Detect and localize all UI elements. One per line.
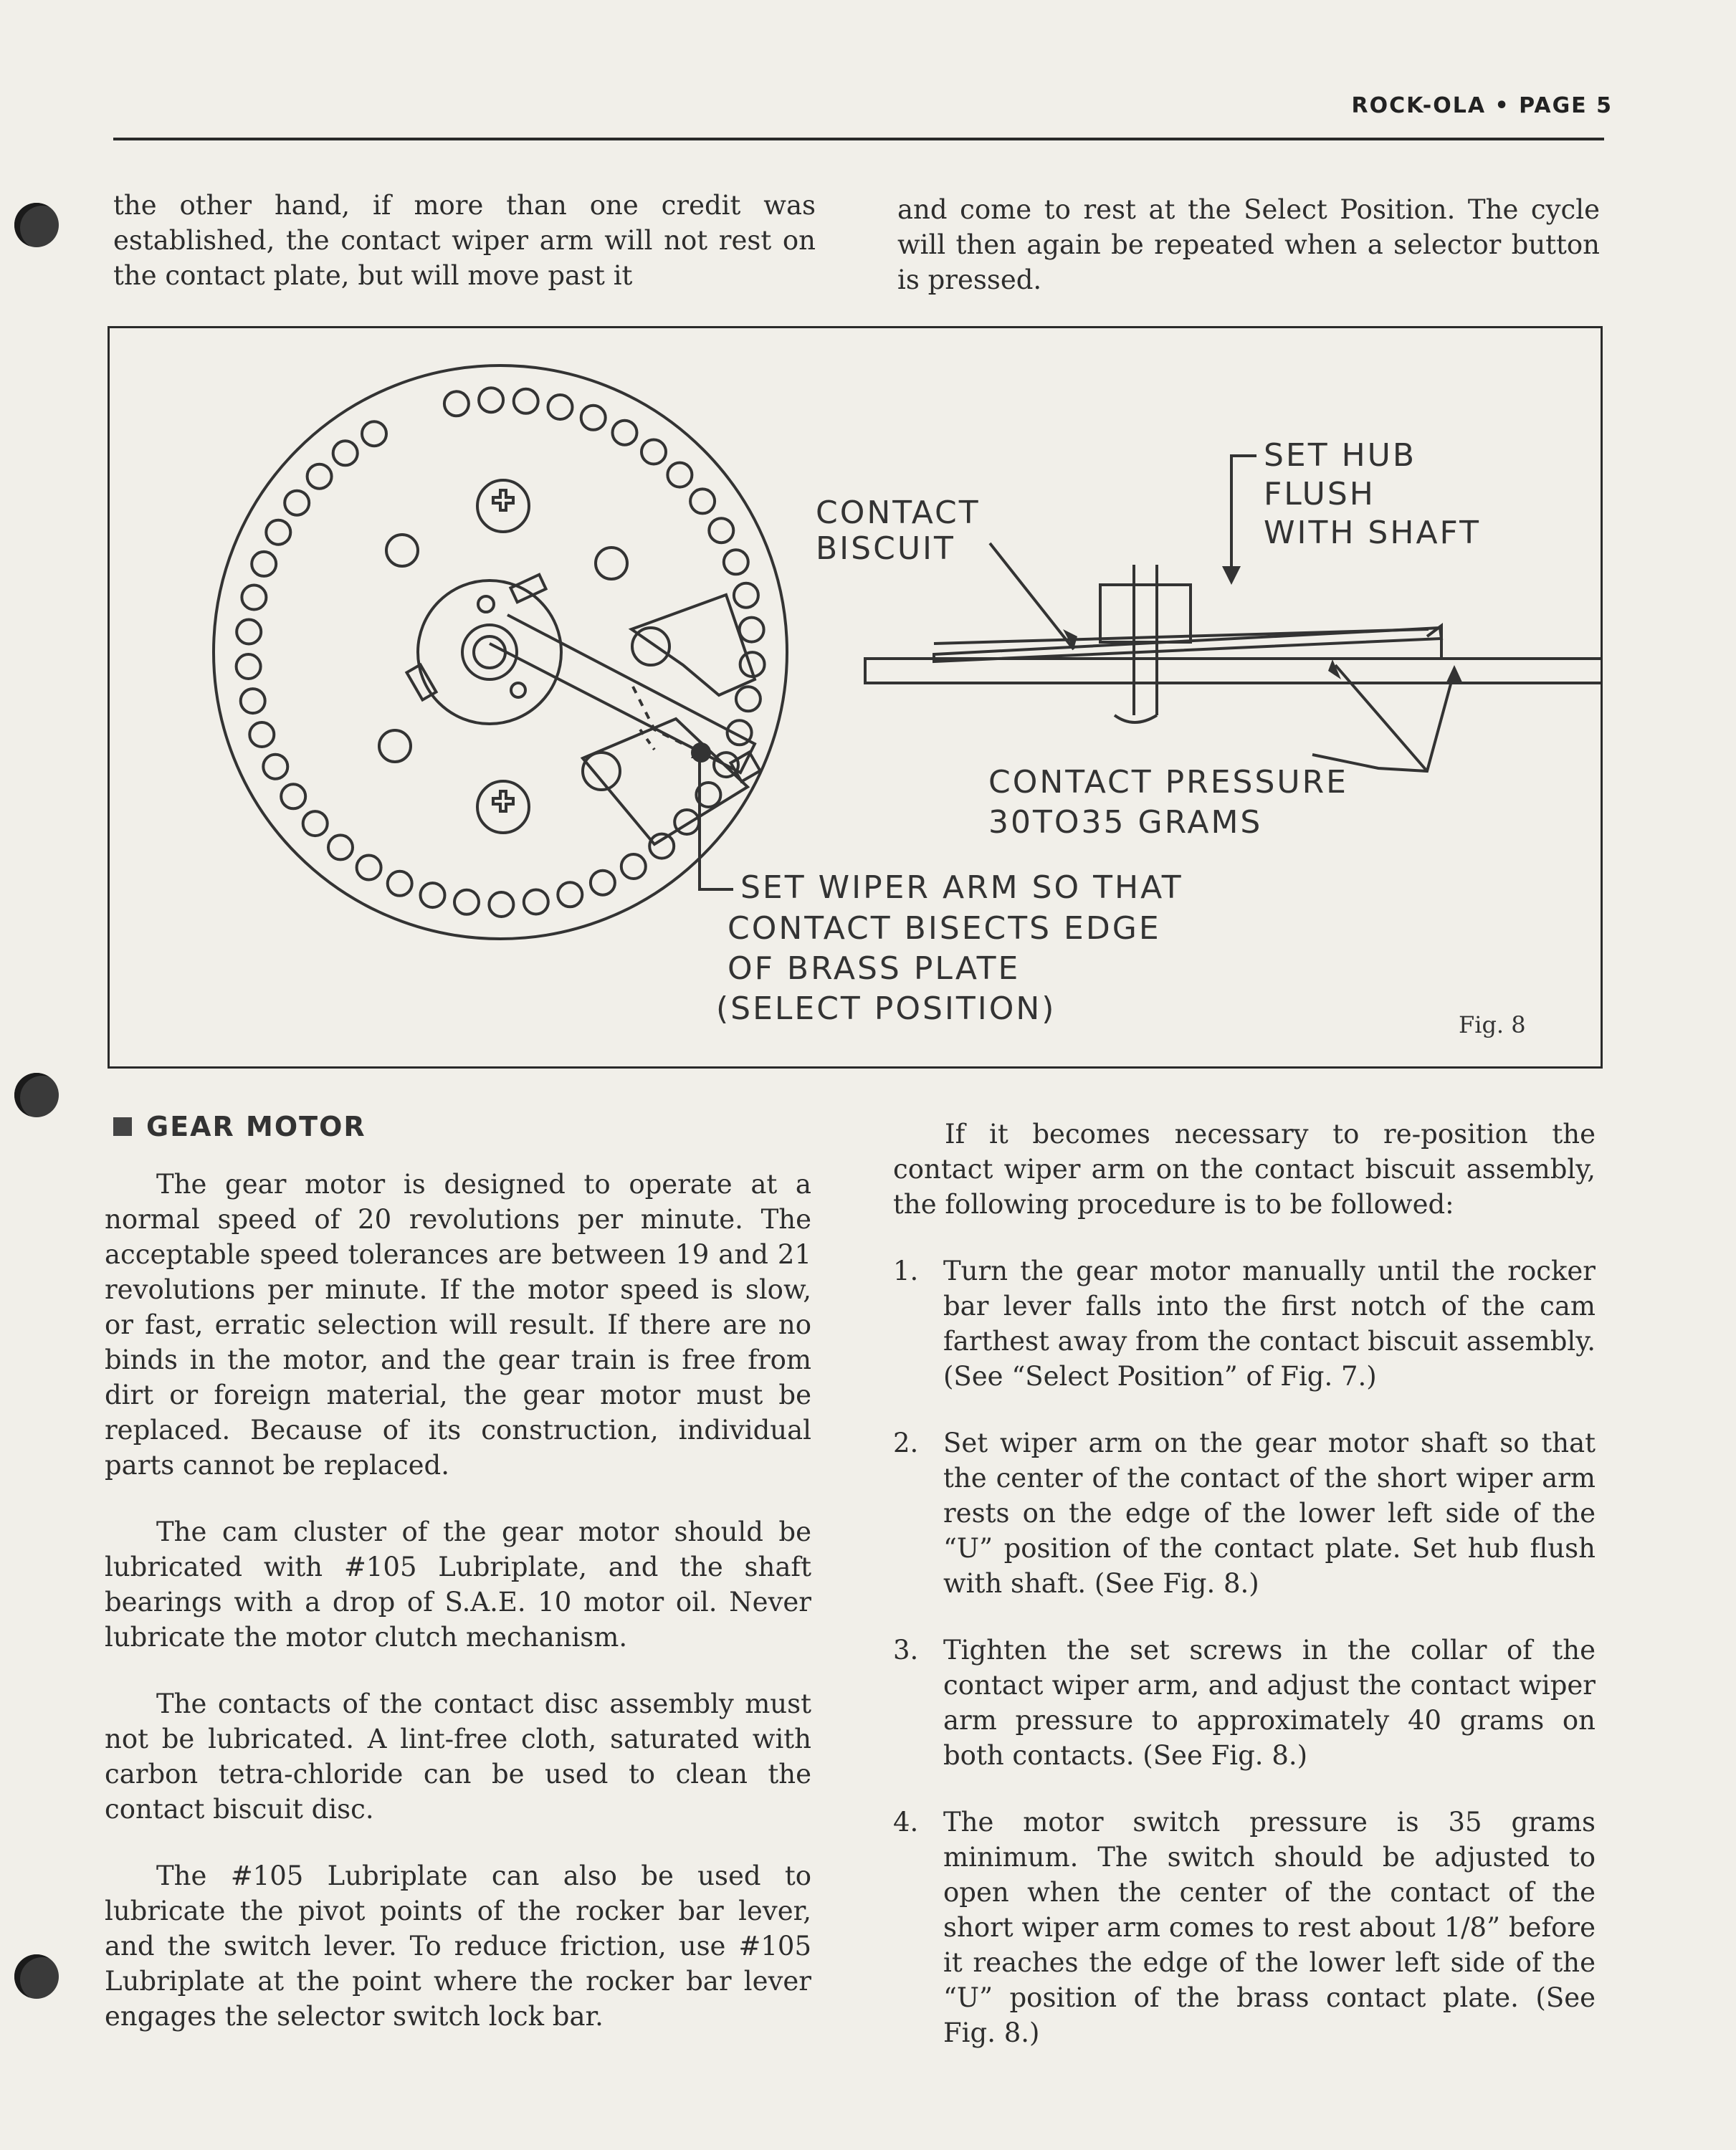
contact-hole [333, 441, 358, 465]
label-contact-pressure-1: CONTACT PRESSURE [988, 764, 1348, 801]
contact-hole [548, 395, 573, 419]
screw-bottom-icon [477, 781, 529, 833]
set-screw-top [510, 575, 545, 603]
contact-hole [328, 835, 353, 859]
section-bullet-icon [113, 1117, 132, 1136]
step-number: 4. [893, 1807, 919, 1838]
label-contact-biscuit-2: BISCUIT [816, 530, 955, 567]
page-header: ROCK-OLA • PAGE 5 [1351, 93, 1613, 118]
header-rule [113, 138, 1604, 140]
step-number: 2. [893, 1428, 919, 1458]
reposition-column [893, 1117, 1596, 2050]
step-item [893, 1805, 1596, 2050]
gear-motor-paragraph-3: The contacts of the contact disc assembly must not be lubricated. A lint-free cloth, saturated with carbon tetra-chloride can be used to clean the contact biscuit disc. [105, 1688, 811, 1825]
contact-hole [307, 464, 332, 489]
intro-right-column [897, 192, 1600, 297]
binder-hole-bottom [14, 1954, 59, 1999]
section-title-gear-motor [113, 1111, 366, 1142]
contact-hole [524, 890, 548, 914]
contact-hole [281, 784, 305, 808]
contact-hole [613, 421, 637, 445]
wiper-arm [490, 615, 755, 773]
label-contact-biscuit-1: CONTACT [816, 494, 981, 531]
screw-top-icon [477, 480, 529, 532]
contact-hole-ring [237, 388, 765, 917]
step-text: The motor switch pressure is 35 grams minimum. The switch should be adjusted to open when the center of the contact of the short wiper arm comes to rest about 1/8” before it reaches the edge of the lower left side of the “U” position of the brass contact plate. (See Fig. 8.) [943, 1807, 1596, 2048]
step-item [893, 1253, 1596, 1394]
step-text: Tighten the set screws in the collar of the contact wiper arm, and adjust the contact wiper arm pressure to approximately 40 grams on both contacts. (See Fig. 8.) [943, 1635, 1596, 1771]
reposition-steps [893, 1253, 1596, 2050]
label-wiper-1: SET WIPER ARM SO THAT [740, 869, 1183, 906]
contact-hole [479, 388, 503, 412]
step-text: Set wiper arm on the gear motor shaft so that the center of the contact of the short wiper arm rests on the edge of the lower left side of the “U” position of the contact plate. Set hub flush with shaft. (See Fig. 8.) [943, 1428, 1596, 1599]
contact-hole [591, 871, 615, 895]
reposition-intro: If it becomes necessary to re-position the contact wiper arm on the contact biscuit assembly, the following procedure is to be followed: [893, 1119, 1596, 1220]
label-set-hub-3: WITH SHAFT [1264, 515, 1481, 551]
contact-hole [454, 890, 479, 914]
contact-hole [724, 550, 748, 574]
hub [418, 580, 561, 724]
contact-hole [263, 755, 287, 779]
step-text: Turn the gear motor manually until the rocker bar lever falls into the first notch of the cam farthest away from the contact biscuit assembly. (See “Select Position” of Fig. 7.) [943, 1256, 1596, 1392]
gear-motor-paragraph-2: The cam cluster of the gear motor should be lubricated with #105 Lubriplate, and the shaft bearings with a drop of S.A.E. 10 motor oil. Never lubricate the motor clutch mechanism. [105, 1516, 811, 1653]
contact-hole [489, 892, 513, 917]
contact-hole [421, 883, 445, 907]
contact-hole [285, 491, 309, 515]
intro-left-text: the other hand, if more than one credit was established, the contact wiper arm will not rest on the contact plate, but will move past it [113, 190, 816, 291]
contact-hole [241, 689, 265, 713]
section-title-text: GEAR MOTOR [146, 1111, 366, 1142]
contact-hole [249, 722, 274, 747]
label-contact-pressure-2: 30TO35 GRAMS [988, 804, 1263, 841]
contact-hole [357, 856, 381, 880]
gear-motor-paragraph-1: The gear motor is designed to operate at a normal speed of 20 revolutions per minute. The acceptable speed tolerances are between 19 and 21 revolutions per minute. If the motor speed is slow, or fast, erratic selection will result. If there are no binds in the motor, and the gear train is free from dirt or foreign material, the gear motor must be replaced. Because of its construction, individual parts cannot be replaced. [105, 1169, 811, 1481]
brass-plate-upper [631, 595, 755, 695]
intro-left-column [113, 188, 816, 293]
step-number: 1. [893, 1256, 919, 1286]
contact-hole [581, 406, 606, 430]
figure-8 [108, 326, 1603, 1069]
contact-hole [642, 440, 666, 464]
gear-motor-paragraph-4: The #105 Lubriplate can also be used to lubricate the pivot points of the rocker bar lever, and the switch lever. To reduce friction, use #105 Lubriplate at the point where the rocker bar lever engages the selector switch lock bar. [105, 1860, 811, 2032]
contact-hole [740, 618, 764, 642]
contact-hole [621, 854, 646, 879]
gear-motor-column [105, 1167, 811, 2034]
contact-hole [237, 654, 261, 679]
contact-hole [649, 834, 674, 859]
contact-hole [734, 583, 758, 608]
step-item [893, 1425, 1596, 1601]
binder-hole-middle [14, 1073, 59, 1117]
step-item [893, 1633, 1596, 1773]
label-wiper-4: (SELECT POSITION) [716, 990, 1057, 1027]
contact-hole [690, 489, 715, 513]
figure-diagram [110, 328, 1601, 1066]
label-set-hub-2: FLUSH [1264, 476, 1375, 512]
label-wiper-2: CONTACT BISECTS EDGE [728, 910, 1161, 947]
contact-hole [252, 552, 276, 576]
contact-hole [237, 620, 261, 644]
screw-bottom-cross [493, 791, 513, 811]
contact-hole [667, 463, 692, 487]
label-set-hub-1: SET HUB [1264, 437, 1417, 474]
leader-arrows [691, 566, 1463, 758]
figure-caption: Fig. 8 [1459, 1011, 1526, 1038]
binder-hole-top [14, 203, 59, 247]
contact-hole [388, 871, 412, 896]
step-number: 3. [893, 1635, 919, 1666]
intro-right-text: and come to rest at the Select Position. The cycle will then again be repeated when a selector button is pressed. [897, 194, 1600, 295]
contact-hole [362, 421, 386, 446]
contact-hole [736, 687, 760, 711]
contact-hole [266, 520, 290, 545]
contact-hole [444, 391, 469, 416]
contact-hole [558, 882, 582, 907]
contact-hole [303, 811, 328, 836]
contact-hole [242, 586, 266, 610]
brass-plate-lower [583, 719, 748, 844]
contact-hole [514, 389, 538, 414]
label-wiper-3: OF BRASS PLATE [728, 950, 1021, 987]
screw-top-cross [493, 490, 513, 510]
hub-side-view [1100, 585, 1191, 642]
biscuit-side-view [865, 659, 1601, 683]
contact-hole [709, 518, 733, 543]
